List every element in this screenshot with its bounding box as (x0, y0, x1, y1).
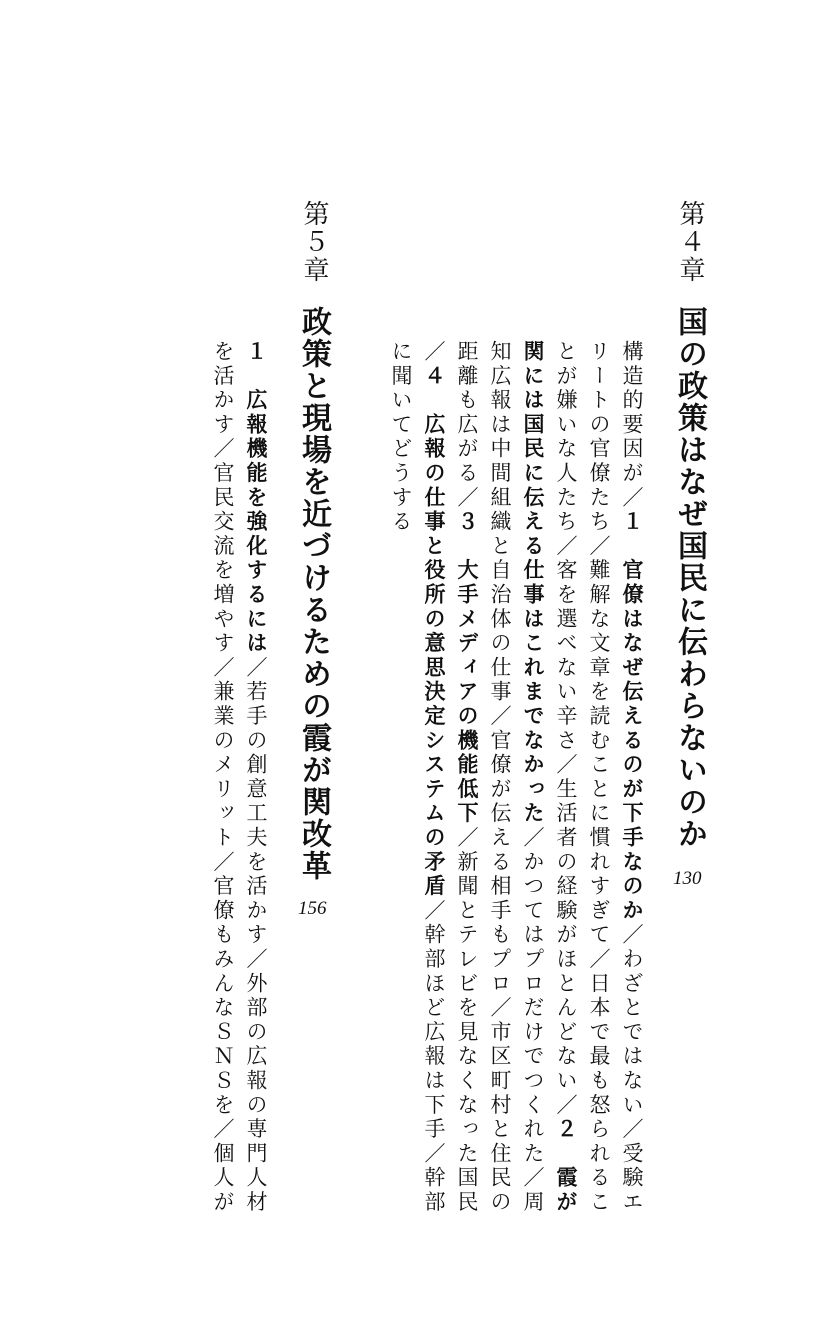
section-heading: １ 広報機能を強化するには (244, 340, 268, 656)
section-heading: ３ 大手メディアの機能低下 (455, 510, 479, 827)
chapter-5-label: 第５章 (299, 200, 329, 284)
chapter-4-line (390, 340, 411, 534)
chapter-4-title: 国の政策はなぜ国民に伝わらないのか (672, 306, 707, 850)
topic-text: に聞いてどうする (389, 340, 413, 535)
topic-text: ／かつてはプロだけでつくれた／周 (521, 826, 545, 1215)
topic-text: を活かす／官民交流を増やす／兼業のメリット／官僚もみんなＳＮＳを／個人が (211, 340, 235, 1215)
topic-text: リートの官僚たち／難解な文章を読むことに慣れすぎて／日本で最も怒られるこ (587, 340, 611, 1215)
chapter-4-line (522, 340, 543, 1215)
chapter-4-page-number: 130 (673, 868, 702, 889)
topic-text: とが嫌いな人たち／客を選べない辛さ／生活者の経験がほとんどない／ (554, 340, 578, 1118)
chapter-4-line (588, 340, 609, 1215)
topic-text: 構造的要因が／ (620, 340, 644, 511)
section-heading: ２ 霞が (554, 1117, 578, 1215)
chapter-4-line (423, 340, 444, 1215)
topic-text: ／ (422, 340, 446, 365)
chapter-4-line (621, 340, 642, 1215)
topic-text: 距離も広がる／ (455, 340, 479, 511)
chapter-4-line (456, 340, 477, 1215)
topic-text: ／幹部ほど広報は下手／幹部 (422, 898, 446, 1215)
section-heading: １ 官僚はなぜ伝えるのが下手なのか (620, 510, 644, 924)
chapter-4-line (555, 340, 576, 1215)
chapter-5-line (212, 340, 233, 1215)
chapter-4-line (489, 340, 510, 1215)
section-heading: ４ 広報の仕事と役所の意思決定システムの矛盾 (422, 364, 446, 899)
chapter-5-page-number: 156 (298, 898, 327, 919)
topic-text: ／新聞とテレビを見なくなった国民 (455, 826, 479, 1215)
topic-text: ／わざとではない／受験エ (620, 923, 644, 1215)
section-heading: 関には国民に伝える仕事はこれまでなかった (521, 340, 545, 826)
chapter-4-label: 第４章 (675, 200, 705, 284)
topic-text: 知広報は中間組織と自治体の仕事／官僚が伝える相手もプロ／市区町村と住民の (488, 340, 512, 1215)
topic-text: ／若手の創意工夫を活かす／外部の広報の専門人材 (244, 655, 268, 1215)
chapter-5-title: 政策と現場を近づけるための霞が関改革 (296, 306, 331, 882)
chapter-5-line (245, 340, 266, 1215)
